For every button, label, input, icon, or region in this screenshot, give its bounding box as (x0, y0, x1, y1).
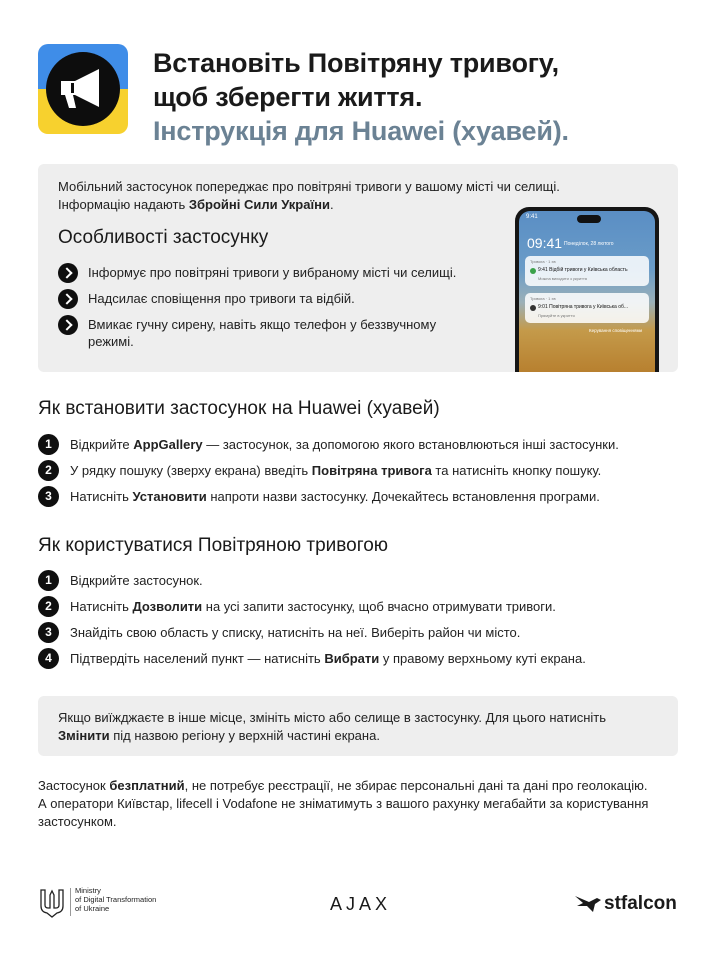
footer-pre: Застосунок (38, 778, 110, 793)
phone-camera-cutout (577, 215, 601, 223)
install-steps (38, 434, 678, 512)
page-subtitle: Інструкція для Huawei (хуавей). (153, 116, 569, 146)
usage-steps (38, 570, 678, 674)
install-step (38, 460, 678, 486)
lock-screen-time: 09:41 (527, 235, 563, 251)
step-number-badge: 2 (38, 596, 59, 617)
trident-icon (38, 886, 66, 918)
intro-line-2-bold: Збройні Сили України (188, 197, 330, 212)
step-text: у правому верхньому куті екрана. (379, 651, 586, 666)
features-title: Особливості застосунку (58, 227, 269, 248)
usage-step (38, 596, 678, 622)
intro-text (58, 178, 598, 214)
step-text: У рядку пошуку (зверху екрана) введіть (70, 463, 312, 478)
step-bold: AppGallery (133, 437, 203, 452)
step-number-badge: 4 (38, 648, 59, 669)
features-panel (38, 164, 678, 372)
usage-step (38, 570, 678, 596)
change-location-note (38, 696, 678, 756)
step-text: Знайдіть свою область у списку, натисніть на неї. Виберіть район чи місто. (70, 625, 521, 640)
ministry-line-2: of Digital Transformation (75, 895, 157, 904)
ministry-line-1: Ministry (75, 886, 101, 895)
notification-app: Тривога · 1 хв (530, 259, 556, 264)
step-number-badge: 1 (38, 570, 59, 591)
feature-text: Інформує про повітряні тривоги у вибраному місті чи селищі. (88, 265, 457, 280)
step-number-badge: 1 (38, 434, 59, 455)
install-step (38, 486, 678, 512)
step-text: Підтвердіть населений пункт — натисніть (70, 651, 325, 666)
phone-mockup (515, 207, 659, 372)
feature-item (58, 316, 478, 350)
alert-status-icon (530, 305, 536, 311)
manage-notifications-link: Керування сповіщеннями (589, 328, 643, 333)
footer-line-3: застосунком. (38, 814, 117, 829)
step-text: на усі запити застосунку, щоб вчасно отримувати тривоги. (202, 599, 556, 614)
step-number-badge: 3 (38, 622, 59, 643)
green-status-icon (530, 268, 536, 274)
step-text: Відкрийте застосунок. (70, 573, 203, 588)
intro-line-2-suffix: . (329, 197, 334, 212)
feature-item (58, 264, 478, 281)
install-section-title: Як встановити застосунок на Huawei (хуавей) (38, 398, 440, 419)
note-text (58, 709, 658, 745)
features-list (58, 264, 478, 359)
notification-card (525, 256, 649, 286)
install-step (38, 434, 678, 460)
step-bold: Дозволити (132, 599, 203, 614)
chevron-right-icon (58, 315, 78, 335)
step-bold: Вибрати (324, 651, 380, 666)
ministry-line-3: of Ukraine (75, 904, 110, 913)
megaphone-icon (55, 66, 111, 112)
step-number-badge: 3 (38, 486, 59, 507)
phone-screen (519, 211, 655, 372)
footer-line-1: , не потребує реєстрації, не збирає персональні дані та дані про геолокацію. (184, 778, 648, 793)
chevron-right-icon (58, 289, 78, 309)
feature-item (58, 290, 478, 307)
ministry-name (75, 886, 156, 913)
chevron-right-icon (58, 263, 78, 283)
stfalcon-logo (575, 891, 680, 917)
usage-section-title: Як користуватися Повітряною тривогою (38, 535, 389, 556)
note-bold: Змінити (58, 728, 110, 743)
header (38, 44, 678, 146)
step-text: та натисніть кнопку пошуку. (431, 463, 602, 478)
stfalcon-wordmark: stfalcon (604, 893, 677, 914)
step-text: Відкрийте (70, 437, 134, 452)
air-alert-app-icon (38, 44, 128, 134)
title-line-1: Встановіть Повітряну тривогу, (153, 48, 559, 78)
usage-step (38, 622, 678, 648)
notification-subtext: Можна виходити з укриття (538, 276, 587, 281)
title-line-2: щоб зберегти життя. (153, 82, 423, 112)
logo-divider (70, 888, 71, 916)
footer-bold: безплатний (109, 778, 185, 793)
lock-screen-date: Понеділок, 28 лютого (564, 241, 614, 247)
intro-line-2-prefix: Інформацію надають (58, 197, 189, 212)
step-text: напроти назви застосунку. Дочекайтесь встановлення програми. (206, 489, 600, 504)
notification-card (525, 293, 649, 323)
free-app-notice (38, 777, 683, 831)
page-title (153, 46, 569, 148)
notification-app: Тривога · 1 хв (530, 296, 556, 301)
step-text: Натисніть (70, 489, 133, 504)
notification-text: 9:01 Повітряна тривога у Київська об... (538, 304, 629, 310)
feature-text: Вмикає гучну сирену, навіть якщо телефон у беззвучному режимі. (88, 317, 437, 349)
notification-text: 9:41 Відбій тривоги у Київська область (538, 267, 628, 273)
footer-line-2: А оператори Київстар, lifecell і Vodafone не зніматимуть з вашого рахунку мегабайти за користування (38, 796, 649, 811)
feature-text: Надсилає сповіщення про тривоги та відбій. (88, 291, 355, 306)
usage-step (38, 648, 678, 674)
falcon-bird-icon (575, 894, 601, 914)
intro-line-1: Мобільний застосунок попереджає про повітряні тривоги у вашому місті чи селищі. (58, 179, 560, 194)
notification-subtext: Прямуйте в укриття (538, 313, 575, 318)
status-bar-time: 9:41 (526, 214, 538, 220)
step-bold: Повітряна тривога (311, 463, 432, 478)
note-line-1: Якщо виїжджаєте в інше місце, змініть місто або селище в застосунку. Для цього натисніть (58, 710, 606, 725)
step-text: — застосунок, за допомогою якого встановлюються інші застосунки. (202, 437, 619, 452)
ministry-logo (38, 886, 198, 922)
note-line-2: під назвою регіону у верхній частині екрана. (109, 728, 380, 743)
step-bold: Установити (132, 489, 207, 504)
ajax-logo: AJAX (330, 894, 392, 914)
partner-logos (38, 886, 678, 922)
step-number-badge: 2 (38, 460, 59, 481)
step-text: Натисніть (70, 599, 133, 614)
